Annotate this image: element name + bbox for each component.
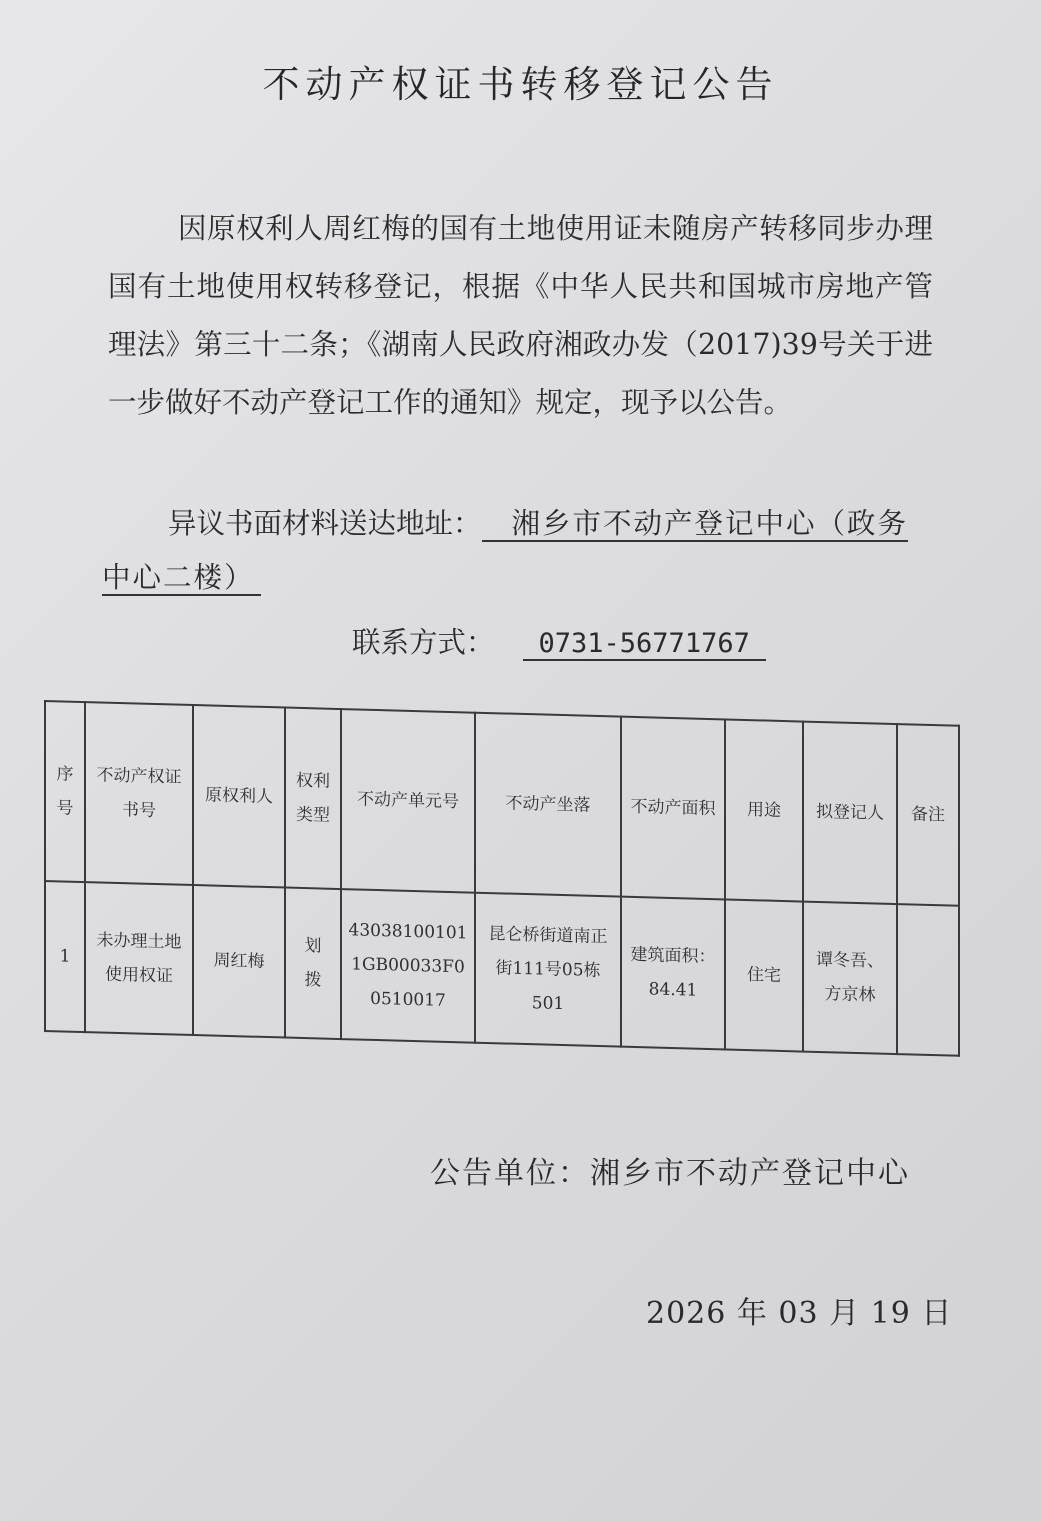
cell-cert-number: 未办理土地使用权证	[85, 882, 193, 1035]
contact-phone: 0731-56771767	[523, 628, 766, 661]
cell-index: 1	[45, 881, 85, 1032]
cell-original-holder: 周红梅	[193, 885, 285, 1037]
header-cert-number: 不动产权证书号	[85, 702, 193, 885]
objection-address	[102, 497, 932, 605]
header-remarks: 备注	[897, 724, 959, 906]
header-area: 不动产面积	[621, 717, 725, 900]
announcement-date: 2026 年 03 月 19 日	[646, 1296, 953, 1331]
header-registrant: 拟登记人	[803, 722, 897, 905]
contact-info	[352, 620, 766, 661]
notice-title: 不动产权证书转移登记公告	[262, 63, 779, 106]
objection-value: 湘乡市不动产登记中心（政务中心二楼）	[102, 507, 909, 594]
header-right-type: 权利类型	[285, 708, 341, 890]
cell-location: 昆仑桥街道南正街111号05栋501	[475, 893, 621, 1047]
header-usage: 用途	[725, 719, 803, 901]
header-original-holder: 原权利人	[193, 705, 285, 887]
cell-registrant: 谭冬吾、方京林	[803, 902, 897, 1055]
cell-area: 建筑面积：84.41	[621, 897, 725, 1050]
table-row	[45, 881, 959, 1056]
registration-table-wrapper	[44, 700, 958, 1065]
cell-unit-number: 430381001011GB00033F00510017	[341, 889, 475, 1043]
cell-remarks	[897, 904, 959, 1056]
cell-usage: 住宅	[725, 899, 803, 1051]
announcing-unit: 公告单位：湘乡市不动产登记中心	[430, 1156, 910, 1191]
header-unit-number: 不动产单元号	[341, 709, 475, 893]
table-header-row	[45, 701, 959, 906]
header-index: 序号	[45, 701, 85, 882]
registration-table	[44, 700, 960, 1057]
header-location: 不动产坐落	[475, 713, 621, 897]
notice-body: 因原权利人周红梅的国有土地使用证未随房产转移同步办理国有土地使用权转移登记，根据《中华人民共和国城市房地产管理法》第三十二条；《湖南人民政府湘政办发（2017)39号关于进一步做好不动产登记工作的通知》规定，现予以公告。	[108, 212, 933, 419]
contact-label: 联系方式：	[352, 626, 495, 659]
cell-right-type: 划拨	[285, 888, 341, 1040]
objection-label: 异议书面材料送达地址：	[168, 507, 482, 540]
